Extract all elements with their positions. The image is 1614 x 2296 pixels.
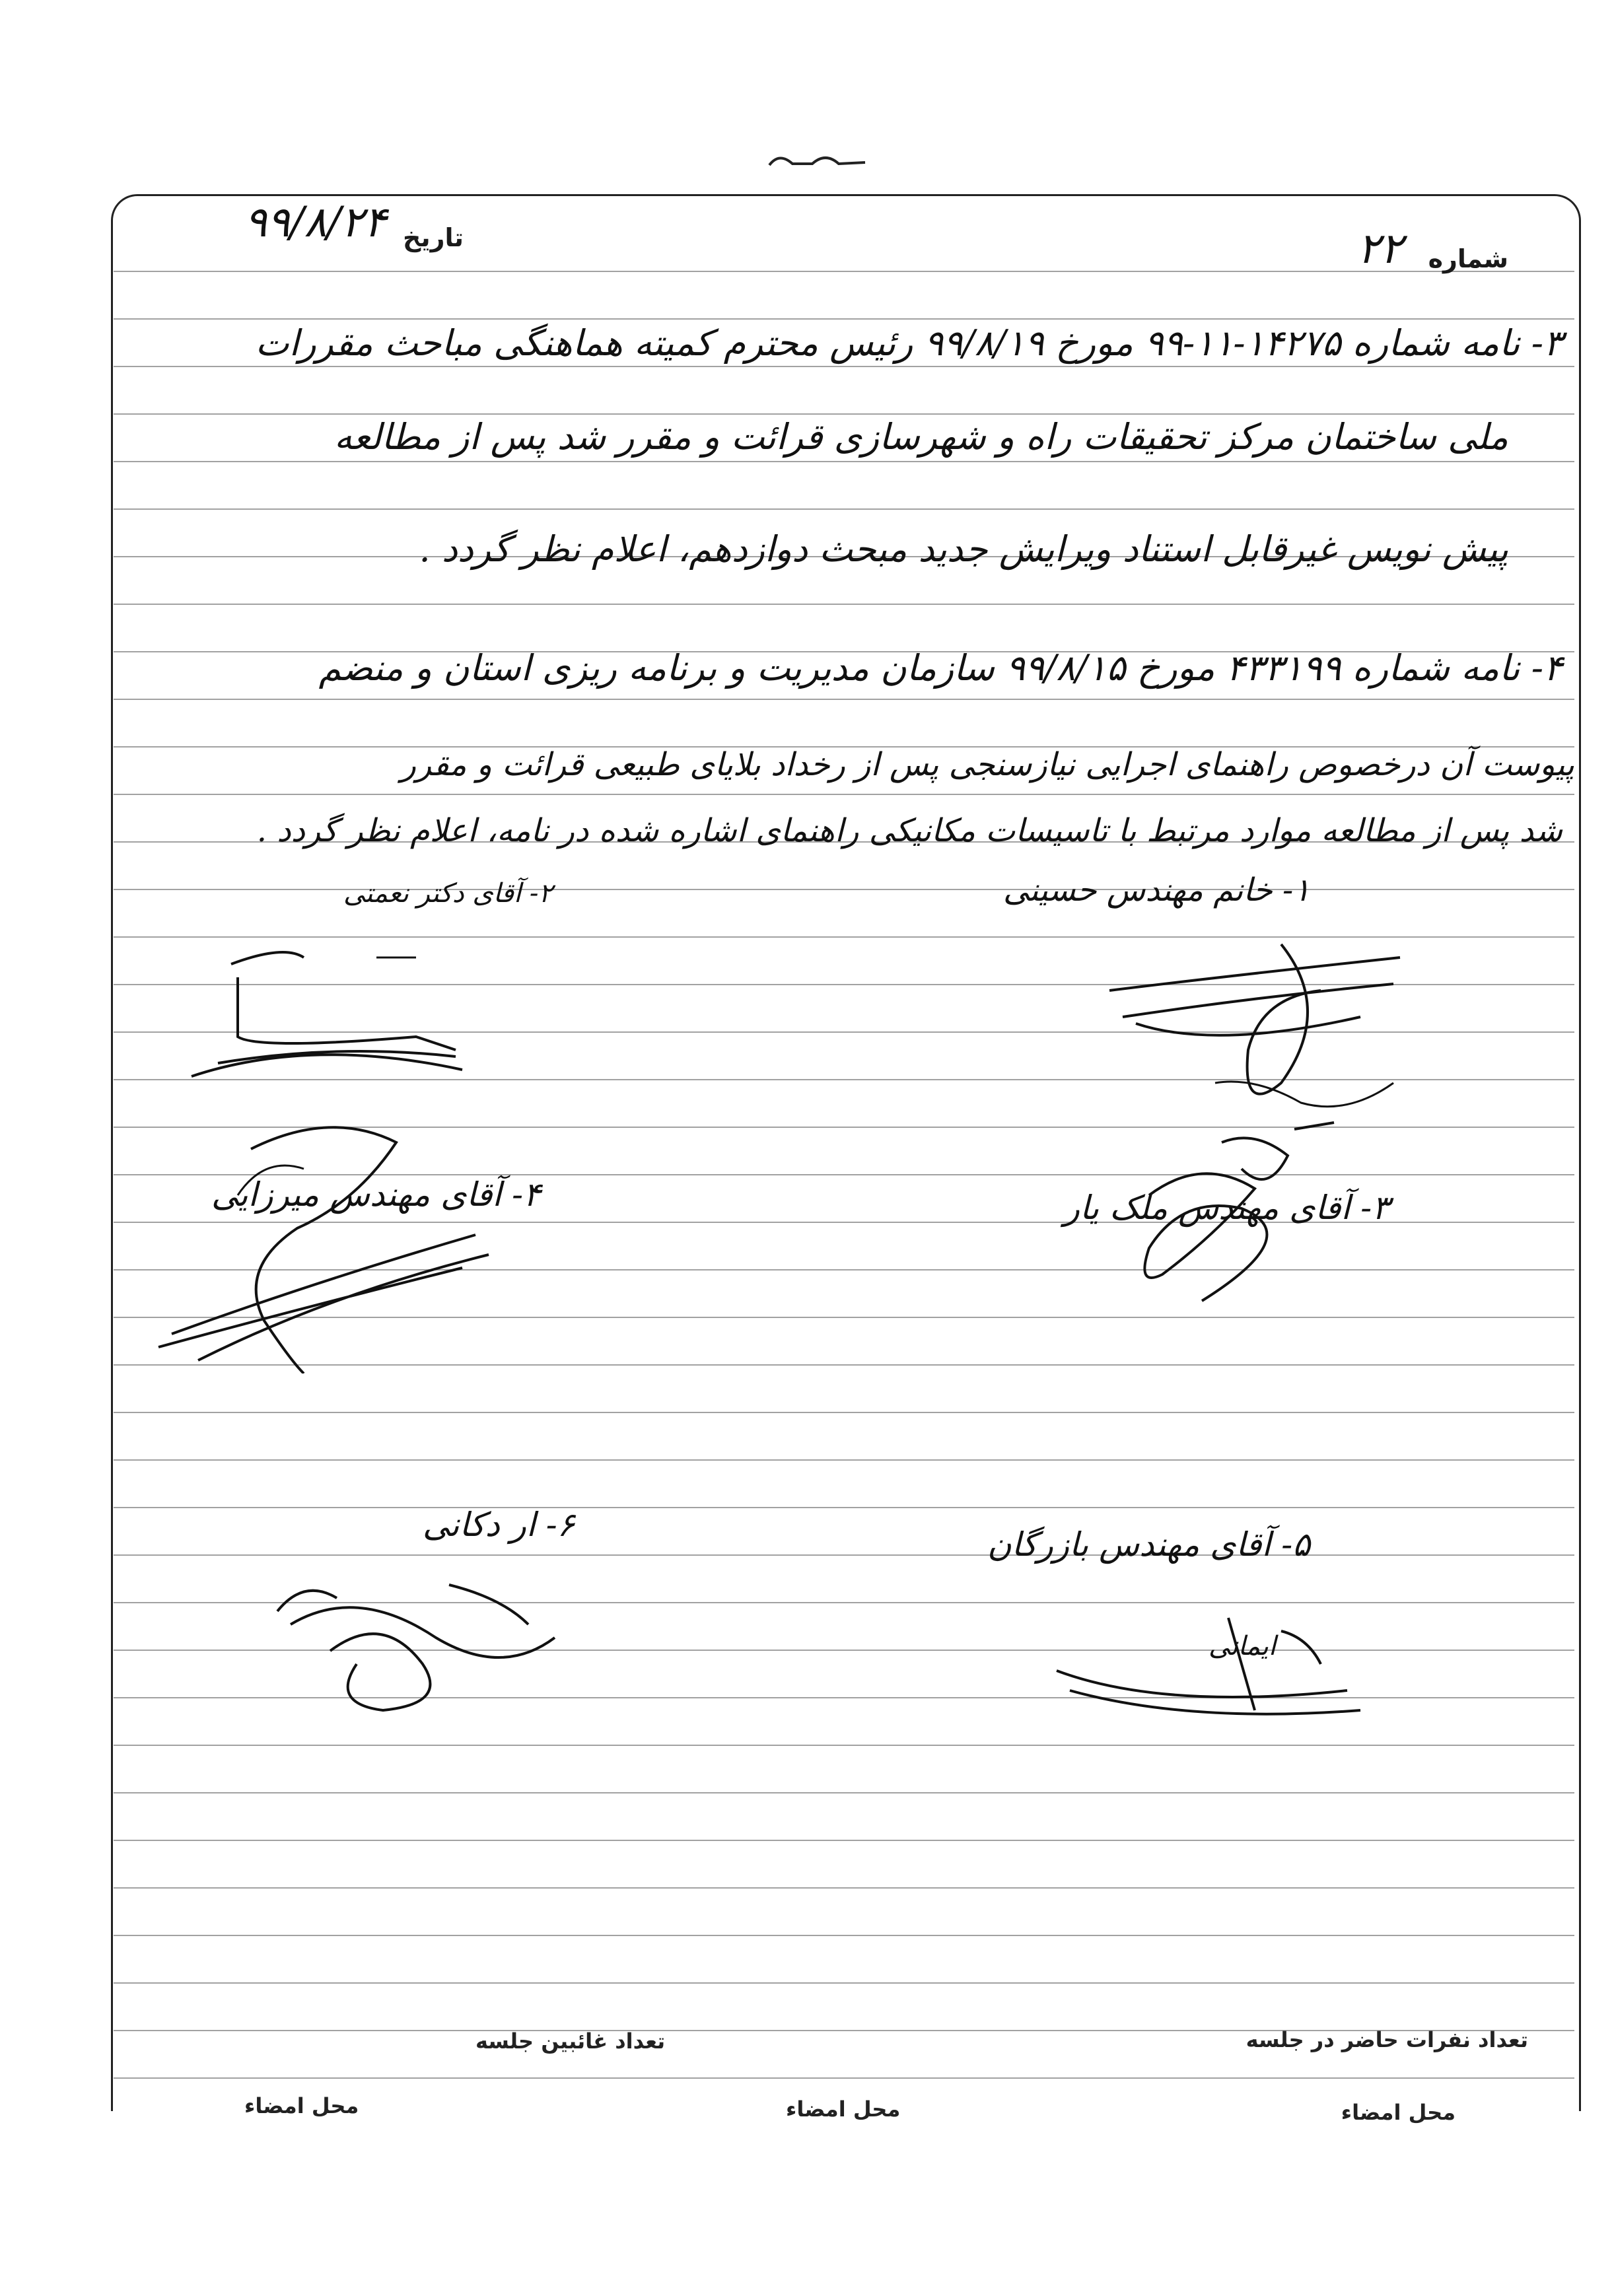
signature-nemati [178,938,482,1096]
ruled-line [114,1840,1574,1841]
ruled-line [114,604,1574,605]
ruled-line [114,1792,1574,1793]
ruled-line [114,2077,1574,2079]
body-line-3: پیش نویس غیرقابل استناد ویرایش جدید مبحث دوازدهم، اعلام نظر گردد . [419,528,1508,570]
signature-bazargan [1030,1591,1374,1750]
number-label: شماره [1428,244,1508,273]
ruled-line [114,366,1574,367]
ruled-line [114,1554,1574,1556]
attendee-6: ۶- ار دکانی [423,1506,575,1544]
ruled-line [114,1459,1574,1461]
date-label: تاریخ [403,223,464,252]
signature-note: ایمانی [1209,1631,1277,1661]
top-scribble-mark [766,145,872,178]
signature-place-2: محل امضاء [786,2097,901,2122]
body-line-6: شد پس از مطالعه موارد مرتبط با تاسیسات مکانیکی راهنمای اشاره شده در نامه، اعلام نظر گردد . [256,812,1562,849]
body-line-5: پیوست آن درخصوص راهنمای اجرایی نیازسنجی پس از رخداد بلایای طبیعی قرائت و مقرر [400,746,1574,783]
ruled-line [114,1982,1574,1984]
signature-ardakani [251,1558,568,1730]
ruled-line [114,1887,1574,1889]
body-line-2: ملی ساختمان مرکز تحقیقات راه و شهرسازی قرائت و مقرر شد پس از مطالعه [334,416,1508,458]
body-line-4: ۴- نامه شماره ۴۳۳۱۹۹ مورخ ۹۹/۸/۱۵ سازمان مدیریت و برنامه ریزی استان و منضم [318,647,1562,689]
signature-hosseini [1083,918,1426,1129]
signature-mirzaei [132,1096,502,1374]
date-value: ۹۹/۸/۲۴ [244,198,386,247]
attendee-3: ۳- آقای مهندس ملک یار [1063,1189,1389,1227]
ruled-line [114,508,1574,510]
signature-place-3: محل امضاء [1341,2100,1456,2125]
ruled-line [114,1507,1574,1508]
signature-malekyar [1070,1116,1400,1314]
ruled-line [114,461,1574,462]
signature-place-1: محل امضاء [244,2093,359,2118]
present-count-label: تعداد نفرات حاضر در جلسه [1246,2027,1528,2052]
absent-count-label: تعداد غائبین جلسه [475,2029,666,2054]
attendee-5: ۵- آقای مهندس بازرگان [987,1525,1310,1564]
body-line-1: ۳- نامه شماره ۱۴۲۷۵-۱۱-۹۹ مورخ ۹۹/۸/۱۹ رئیس محترم کمیته هماهنگی مباحث مقررات [255,322,1562,364]
ruled-line [114,889,1574,890]
ruled-line [114,794,1574,795]
attendee-4: ۴- آقای مهندس میرزایی [211,1175,541,1214]
ruled-line [114,1935,1574,1936]
ruled-line [114,1412,1574,1413]
ruled-line [114,413,1574,415]
ruled-line [114,699,1574,700]
ruled-line [114,271,1574,272]
attendee-1: ۱- خانم مهندس حسینی [1003,872,1310,909]
number-value: ۲۲ [1357,225,1403,273]
ruled-line [114,318,1574,320]
attendee-2: ۲- آقای دکتر نعمتی [343,878,553,909]
